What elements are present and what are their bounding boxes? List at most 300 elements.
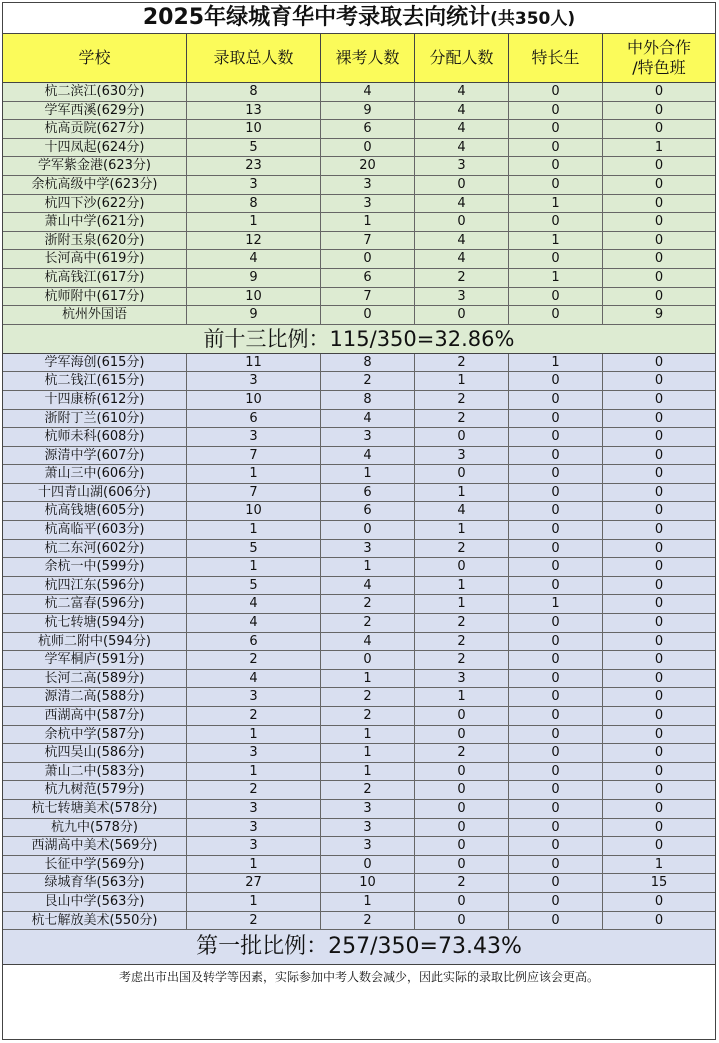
cell-exam: 2	[321, 595, 415, 613]
cell-cooperation: 0	[654, 429, 664, 445]
cell-exam: 20	[321, 157, 415, 175]
cell-specialty: 0	[509, 484, 603, 502]
table-row	[3, 250, 715, 269]
cell-allocation: 3	[415, 157, 509, 175]
cell-allocation: 0	[415, 428, 509, 446]
table-row	[3, 633, 715, 652]
cell-allocation: 1	[415, 372, 509, 390]
cell-exam: 1	[321, 670, 415, 688]
cell-cooperation: 0	[654, 689, 664, 705]
cell-exam: 10	[321, 874, 415, 892]
cell-exam: 1	[321, 558, 415, 576]
table-row	[3, 391, 715, 410]
table-row	[3, 410, 715, 429]
cell-total: 8	[187, 195, 321, 213]
cell-exam: 8	[321, 354, 415, 372]
cell-school: 杭九中(578分)	[3, 819, 187, 837]
cell-exam: 9	[321, 102, 415, 120]
cell-cooperation: 0	[654, 912, 664, 928]
cell-allocation: 0	[415, 176, 509, 194]
table-row	[3, 176, 715, 195]
cell-school: 杭二东河(602分)	[3, 540, 187, 558]
cell-cooperation: 0	[654, 102, 664, 118]
table-row	[3, 521, 715, 540]
cell-school: 艮山中学(563分)	[3, 893, 187, 911]
cell-specialty: 0	[509, 102, 603, 120]
cell-exam: 2	[321, 372, 415, 390]
cell-total: 9	[187, 269, 321, 287]
cell-specialty: 0	[509, 577, 603, 595]
cell-specialty: 0	[509, 176, 603, 194]
table-row	[3, 893, 715, 912]
cell-school: 杭四下沙(622分)	[3, 195, 187, 213]
cell-school: 学军海创(615分)	[3, 354, 187, 372]
cell-allocation: 2	[415, 874, 509, 892]
cell-total: 5	[187, 540, 321, 558]
cell-specialty: 0	[509, 893, 603, 911]
cell-school: 杭四江东(596分)	[3, 577, 187, 595]
cell-specialty: 0	[509, 558, 603, 576]
cell-cooperation: 15	[650, 875, 668, 891]
cell-total: 11	[187, 354, 321, 372]
cell-specialty: 0	[509, 139, 603, 157]
cell-cooperation: 0	[654, 819, 664, 835]
cell-school: 杭九树范(579分)	[3, 781, 187, 799]
cell-school: 学军桐庐(591分)	[3, 651, 187, 669]
cell-school: 萧山三中(606分)	[3, 465, 187, 483]
cell-school: 杭州外国语	[3, 306, 187, 324]
cell-specialty: 0	[509, 447, 603, 465]
table-row	[3, 856, 715, 875]
cell-allocation: 4	[415, 120, 509, 138]
table-row	[3, 763, 715, 782]
table-row	[3, 540, 715, 559]
cell-cooperation: 0	[654, 540, 664, 556]
table-row	[3, 102, 715, 121]
cell-exam: 0	[321, 521, 415, 539]
cell-allocation: 0	[415, 558, 509, 576]
table-row	[3, 707, 715, 726]
cell-specialty: 1	[509, 354, 603, 372]
table-row	[3, 269, 715, 288]
cell-specialty: 0	[509, 688, 603, 706]
title-text: 2025年绿城育华中考录取去向统计	[142, 5, 491, 30]
cell-exam: 4	[321, 577, 415, 595]
cell-cooperation: 0	[654, 466, 664, 482]
cell-exam: 1	[321, 465, 415, 483]
header-cooperation: 中外合作 /特色班	[626, 38, 691, 77]
cell-total: 7	[187, 484, 321, 502]
cell-exam: 1	[321, 726, 415, 744]
cell-allocation: 0	[415, 912, 509, 930]
cell-cooperation: 0	[654, 195, 664, 211]
cell-exam: 6	[321, 502, 415, 520]
cell-school: 余杭高级中学(623分)	[3, 176, 187, 194]
cell-cooperation: 0	[654, 158, 664, 174]
cell-cooperation: 0	[654, 726, 664, 742]
cell-school: 杭高贡院(627分)	[3, 120, 187, 138]
cell-exam: 0	[321, 651, 415, 669]
table-row	[3, 83, 715, 102]
cell-total: 3	[187, 372, 321, 390]
cell-specialty: 0	[509, 120, 603, 138]
cell-total: 3	[187, 428, 321, 446]
cell-school: 西湖高中美术(569分)	[3, 837, 187, 855]
cell-exam: 1	[321, 763, 415, 781]
cell-cooperation: 0	[654, 121, 664, 137]
cell-specialty: 0	[509, 707, 603, 725]
cell-total: 10	[187, 391, 321, 409]
cell-exam: 7	[321, 232, 415, 250]
cell-specialty: 0	[509, 912, 603, 930]
cell-total: 2	[187, 912, 321, 930]
cell-school: 杭师附中(617分)	[3, 288, 187, 306]
cell-cooperation: 0	[654, 763, 664, 779]
cell-cooperation: 0	[654, 373, 664, 389]
cell-total: 10	[187, 288, 321, 306]
cell-cooperation: 0	[654, 232, 664, 248]
page-title	[3, 3, 715, 34]
cell-exam: 2	[321, 688, 415, 706]
cell-exam: 6	[321, 484, 415, 502]
cell-cooperation: 0	[654, 214, 664, 230]
cell-exam: 3	[321, 800, 415, 818]
cell-allocation: 0	[415, 726, 509, 744]
cell-total: 3	[187, 176, 321, 194]
cell-exam: 4	[321, 633, 415, 651]
cell-school: 十四康桥(612分)	[3, 391, 187, 409]
cell-specialty: 0	[509, 819, 603, 837]
cell-school: 西湖高中(587分)	[3, 707, 187, 725]
cell-exam: 0	[321, 856, 415, 874]
cell-allocation: 4	[415, 250, 509, 268]
cell-allocation: 2	[415, 354, 509, 372]
cell-school: 杭高临平(603分)	[3, 521, 187, 539]
cell-specialty: 0	[509, 250, 603, 268]
cell-specialty: 0	[509, 465, 603, 483]
cell-allocation: 3	[415, 288, 509, 306]
cell-allocation: 1	[415, 595, 509, 613]
cell-allocation: 0	[415, 465, 509, 483]
cell-specialty: 0	[509, 614, 603, 632]
cell-cooperation: 0	[654, 522, 664, 538]
cell-specialty: 0	[509, 651, 603, 669]
cell-specialty: 0	[509, 763, 603, 781]
cell-allocation: 4	[415, 232, 509, 250]
cell-cooperation: 0	[654, 176, 664, 192]
cell-allocation: 0	[415, 763, 509, 781]
cell-exam: 1	[321, 213, 415, 231]
cell-specialty: 1	[509, 232, 603, 250]
cell-school: 杭二滨江(630分)	[3, 83, 187, 101]
cell-school: 杭高钱塘(605分)	[3, 502, 187, 520]
cell-school: 绿城育华(563分)	[3, 874, 187, 892]
cell-exam: 0	[321, 139, 415, 157]
footnote: 考虑出市出国及转学等因素，实际参加中考人数会减少，因此实际的录取比例应该会更高。	[3, 965, 715, 989]
table-row	[3, 213, 715, 232]
cell-total: 5	[187, 577, 321, 595]
cell-exam: 2	[321, 912, 415, 930]
cell-total: 4	[187, 595, 321, 613]
cell-school: 杭七转塘(594分)	[3, 614, 187, 632]
cell-total: 23	[187, 157, 321, 175]
header-allocation: 分配人数	[415, 34, 509, 82]
table-row	[3, 306, 715, 325]
cell-specialty: 0	[509, 744, 603, 762]
cell-specialty: 1	[509, 195, 603, 213]
cell-total: 10	[187, 502, 321, 520]
cell-exam: 3	[321, 819, 415, 837]
cell-cooperation: 0	[654, 484, 664, 500]
cell-school: 萧山二中(583分)	[3, 763, 187, 781]
cell-school: 杭二钱江(615分)	[3, 372, 187, 390]
table-row	[3, 120, 715, 139]
cell-exam: 2	[321, 707, 415, 725]
cell-specialty: 0	[509, 856, 603, 874]
table-row	[3, 354, 715, 373]
cell-school: 十四凤起(624分)	[3, 139, 187, 157]
cell-total: 1	[187, 521, 321, 539]
cell-total: 1	[187, 213, 321, 231]
cell-total: 1	[187, 465, 321, 483]
cell-total: 2	[187, 781, 321, 799]
header-exam: 裸考人数	[321, 34, 415, 82]
cell-exam: 1	[321, 893, 415, 911]
cell-cooperation: 0	[654, 288, 664, 304]
cell-exam: 4	[321, 83, 415, 101]
table-row	[3, 670, 715, 689]
table-row	[3, 195, 715, 214]
cell-specialty: 0	[509, 540, 603, 558]
cell-allocation: 4	[415, 83, 509, 101]
table-row	[3, 781, 715, 800]
cell-exam: 0	[321, 306, 415, 324]
cell-cooperation: 1	[654, 856, 664, 872]
cell-cooperation: 0	[654, 782, 664, 798]
table-row	[3, 744, 715, 763]
cell-specialty: 0	[509, 428, 603, 446]
cell-allocation: 1	[415, 484, 509, 502]
ratio-first-batch: 第一批比例：257/350=73.43%	[3, 930, 715, 965]
cell-school: 萧山中学(621分)	[3, 213, 187, 231]
cell-allocation: 3	[415, 447, 509, 465]
table-row	[3, 874, 715, 893]
cell-school: 杭师二附中(594分)	[3, 633, 187, 651]
cell-school: 杭高钱江(617分)	[3, 269, 187, 287]
cell-cooperation: 0	[654, 251, 664, 267]
cell-exam: 2	[321, 781, 415, 799]
cell-allocation: 4	[415, 139, 509, 157]
cell-specialty: 0	[509, 837, 603, 855]
cell-exam: 2	[321, 614, 415, 632]
cell-total: 1	[187, 558, 321, 576]
cell-allocation: 0	[415, 707, 509, 725]
cell-cooperation: 0	[654, 503, 664, 519]
cell-exam: 3	[321, 428, 415, 446]
cell-allocation: 0	[415, 781, 509, 799]
cell-specialty: 0	[509, 633, 603, 651]
cell-exam: 6	[321, 120, 415, 138]
cell-school: 源清二高(588分)	[3, 688, 187, 706]
cell-school: 长征中学(569分)	[3, 856, 187, 874]
cell-total: 1	[187, 893, 321, 911]
cell-exam: 7	[321, 288, 415, 306]
cell-school: 十四青山湖(606分)	[3, 484, 187, 502]
cell-exam: 1	[321, 744, 415, 762]
cell-total: 3	[187, 819, 321, 837]
cell-cooperation: 0	[654, 745, 664, 761]
cell-specialty: 0	[509, 781, 603, 799]
table-row	[3, 614, 715, 633]
cell-allocation: 2	[415, 269, 509, 287]
cell-cooperation: 0	[654, 708, 664, 723]
ratio-top13: 前十三比例：115/350=32.86%	[3, 325, 715, 354]
cell-total: 3	[187, 837, 321, 855]
cell-specialty: 0	[509, 157, 603, 175]
cell-total: 1	[187, 856, 321, 874]
cell-specialty: 0	[509, 213, 603, 231]
cell-exam: 3	[321, 176, 415, 194]
table-row	[3, 819, 715, 838]
header-school: 学校	[3, 34, 187, 82]
cell-school: 余杭中学(587分)	[3, 726, 187, 744]
cell-cooperation: 0	[654, 633, 664, 649]
cell-allocation: 3	[415, 670, 509, 688]
cell-exam: 3	[321, 540, 415, 558]
title-total: (共350人)	[490, 9, 576, 29]
table-row	[3, 447, 715, 466]
cell-cooperation: 0	[654, 893, 664, 909]
cell-school: 浙附丁兰(610分)	[3, 410, 187, 428]
table-row	[3, 428, 715, 447]
cell-school: 长河高中(619分)	[3, 250, 187, 268]
cell-allocation: 0	[415, 213, 509, 231]
cell-allocation: 2	[415, 614, 509, 632]
cell-cooperation: 0	[654, 577, 664, 593]
table-row	[3, 558, 715, 577]
cell-school: 学军紫金港(623分)	[3, 157, 187, 175]
cell-allocation: 0	[415, 819, 509, 837]
cell-allocation: 2	[415, 744, 509, 762]
cell-total: 3	[187, 688, 321, 706]
table-row	[3, 139, 715, 158]
cell-total: 4	[187, 670, 321, 688]
cell-cooperation: 0	[654, 84, 664, 99]
cell-allocation: 0	[415, 893, 509, 911]
cell-total: 10	[187, 120, 321, 138]
cell-school: 学军西溪(629分)	[3, 102, 187, 120]
cell-specialty: 0	[509, 521, 603, 539]
cell-school: 杭四吴山(586分)	[3, 744, 187, 762]
table-row	[3, 157, 715, 176]
cell-exam: 3	[321, 837, 415, 855]
cell-school: 长河二高(589分)	[3, 670, 187, 688]
cell-allocation: 0	[415, 837, 509, 855]
table-row	[3, 837, 715, 856]
cell-allocation: 1	[415, 577, 509, 595]
cell-cooperation: 0	[654, 670, 664, 686]
cell-cooperation: 0	[654, 269, 664, 285]
cell-cooperation: 0	[654, 447, 664, 463]
cell-total: 5	[187, 139, 321, 157]
cell-allocation: 2	[415, 633, 509, 651]
cell-total: 1	[187, 763, 321, 781]
cell-exam: 3	[321, 195, 415, 213]
cell-exam: 4	[321, 447, 415, 465]
cell-allocation: 1	[415, 521, 509, 539]
cell-school: 余杭一中(599分)	[3, 558, 187, 576]
cell-total: 2	[187, 651, 321, 669]
cell-specialty: 0	[509, 726, 603, 744]
cell-allocation: 4	[415, 102, 509, 120]
cell-total: 4	[187, 614, 321, 632]
cell-cooperation: 0	[654, 596, 664, 612]
cell-cooperation: 0	[654, 615, 664, 631]
cell-total: 13	[187, 102, 321, 120]
cell-specialty: 0	[509, 874, 603, 892]
cell-allocation: 4	[415, 195, 509, 213]
cell-allocation: 0	[415, 800, 509, 818]
table-row	[3, 484, 715, 503]
cell-exam: 8	[321, 391, 415, 409]
cell-allocation: 2	[415, 410, 509, 428]
cell-specialty: 0	[509, 391, 603, 409]
cell-specialty: 0	[509, 502, 603, 520]
table-row	[3, 465, 715, 484]
cell-total: 8	[187, 83, 321, 101]
table-row	[3, 577, 715, 596]
cell-allocation: 2	[415, 391, 509, 409]
cell-allocation: 4	[415, 502, 509, 520]
cell-specialty: 1	[509, 269, 603, 287]
admission-table	[2, 2, 716, 1040]
cell-cooperation: 0	[654, 354, 664, 370]
group-rest	[3, 354, 715, 930]
cell-exam: 4	[321, 410, 415, 428]
cell-exam: 0	[321, 250, 415, 268]
cell-specialty: 0	[509, 288, 603, 306]
group-top13	[3, 83, 715, 325]
cell-total: 6	[187, 410, 321, 428]
cell-total: 27	[187, 874, 321, 892]
header-total: 录取总人数	[187, 34, 321, 82]
cell-specialty: 0	[509, 306, 603, 324]
cell-school: 杭二富春(596分)	[3, 595, 187, 613]
cell-school: 浙附玉泉(620分)	[3, 232, 187, 250]
table-row	[3, 912, 715, 931]
cell-allocation: 0	[415, 306, 509, 324]
table-row	[3, 232, 715, 251]
table-row	[3, 800, 715, 819]
cell-total: 2	[187, 707, 321, 725]
cell-cooperation: 0	[654, 800, 664, 816]
cell-allocation: 1	[415, 688, 509, 706]
cell-cooperation: 0	[654, 391, 664, 407]
cell-total: 12	[187, 232, 321, 250]
cell-cooperation: 0	[654, 410, 664, 426]
cell-cooperation: 0	[654, 838, 664, 854]
cell-school: 源清中学(607分)	[3, 447, 187, 465]
table-row	[3, 726, 715, 745]
cell-total: 6	[187, 633, 321, 651]
table-row	[3, 651, 715, 670]
cell-allocation: 2	[415, 540, 509, 558]
cell-cooperation: 9	[654, 307, 664, 323]
cell-specialty: 0	[509, 410, 603, 428]
cell-allocation: 2	[415, 651, 509, 669]
cell-school: 杭师未科(608分)	[3, 428, 187, 446]
table-row	[3, 288, 715, 307]
